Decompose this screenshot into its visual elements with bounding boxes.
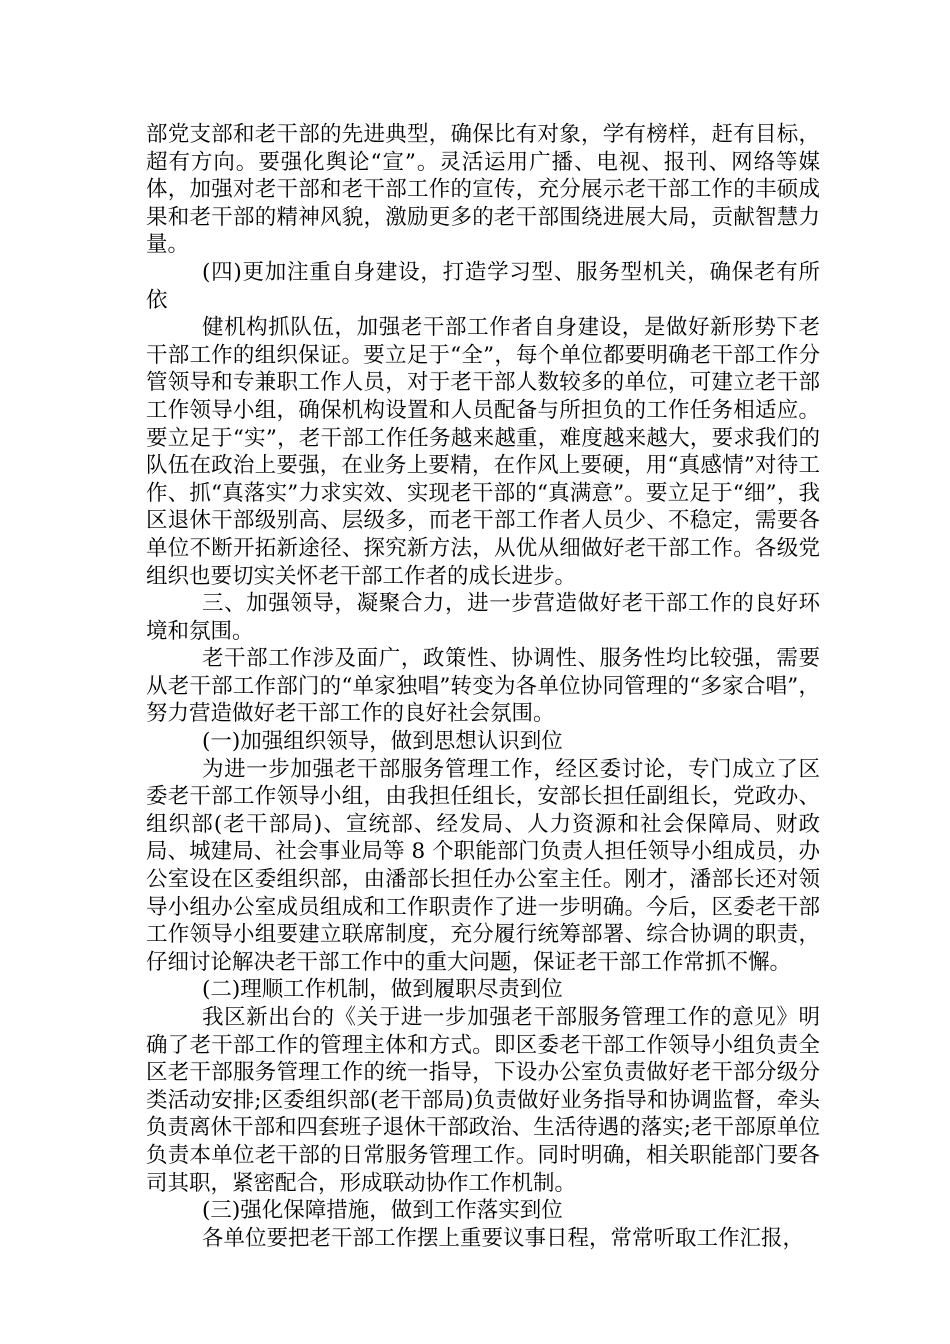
subsection-heading-3: (三)强化保障措施，做到工作落实到位 (202, 1198, 563, 1224)
section-heading-4: (四)更加注重自身建设，打造学习型、服务型机关，确保老有所依 (146, 259, 820, 313)
subsection-heading-1: (一)加强组织领导，做到思想认识到位 (202, 729, 563, 755)
section-heading-3: 三、加强领导，凝聚合力，进一步营造做好老干部工作的良好环境和氛围。 (146, 591, 820, 644)
paragraph-4: 为进一步加强老干部服务管理工作，经区委讨论，专门成立了区委老干部工作领导小组，由我担任组长，安部长担任副组长，党政办、组织部(老干部局)、宣统部、经发局、人力资源和社会保障局、财政局、城建局、社会事业局等 8 个职能部门负责人担任领导小组成员，办公室设在区委组织部，由潘部长担任办公室主任。刚才，潘部长还对领导小组办公室成员组成和工作职责作了进一步明确。今后，区委老干部工作领导小组要建立联席制度，充分履行统筹部署、综合协调的职责，仔细讨论解决老干部工作中的重大问题，保证老干部工作常抓不懈。 (146, 756, 820, 975)
document-body (146, 121, 820, 1252)
subsection-heading-2: (二)理顺工作机制，做到履职尽责到位 (202, 977, 563, 1003)
paragraph-5: 我区新出台的《关于进一步加强老干部服务管理工作的意见》明确了老干部工作的管理主体和方式。即区委老干部工作领导小组负责全区老干部服务管理工作的统一指导，下设办公室负责做好老干部分级分类活动安排;区委组织部(老干部局)负责做好业务指导和协调监督，牵头负责离休干部和四套班子退休干部政治、生活待遇的落实;老干部原单位负责本单位老干部的日常服务管理工作。同时明确，相关职能部门要各司其职，紧密配合，形成联动协作工作机制。 (146, 1005, 820, 1196)
paragraph-1: 部党支部和老干部的先进典型，确保比有对象，学有榜样，赶有目标，超有方向。要强化舆论“宣”。灵活运用广播、电视、报刊、网络等媒体，加强对老干部和老干部工作的宣传，充分展示老干部工作的丰硕成果和老干部的精神风貌，激励更多的老干部围绕进展大局，贡献智慧力量。 (146, 122, 820, 258)
paragraph-6: 各单位要把老干部工作摆上重要议事日程，常常听取工作汇报， (202, 1225, 805, 1251)
paragraph-2: 健机构抓队伍，加强老干部工作者自身建设，是做好新形势下老干部工作的组织保证。要立足于“全”，每个单位都要明确老干部工作分管领导和专兼职工作人员，对于老干部人数较多的单位，可建立老干部工作领导小组，确保机构设置和人员配备与所担负的工作任务相适应。要立足于“实”，老干部工作任务越来越重，难度越来越大，要求我们的队伍在政治上要强，在业务上要精，在作风上要硬，用“真感情”对待工作、抓“真落实”力求实效、实现老干部的“真满意”。要立足于“细”，我区退休干部级别高、层级多，而老干部工作者人员少、不稳定，需要各单位不断开拓新途径、探究新方法，从优从细做好老干部工作。各级党组织也要切实关怀老干部工作者的成长进步。 (146, 315, 820, 589)
paragraph-3: 老干部工作涉及面广，政策性、协调性、服务性均比较强，需要从老干部工作部门的“单家独唱”转变为各单位协同管理的“多家合唱”，努力营造做好老干部工作的良好社会氛围。 (146, 646, 820, 727)
